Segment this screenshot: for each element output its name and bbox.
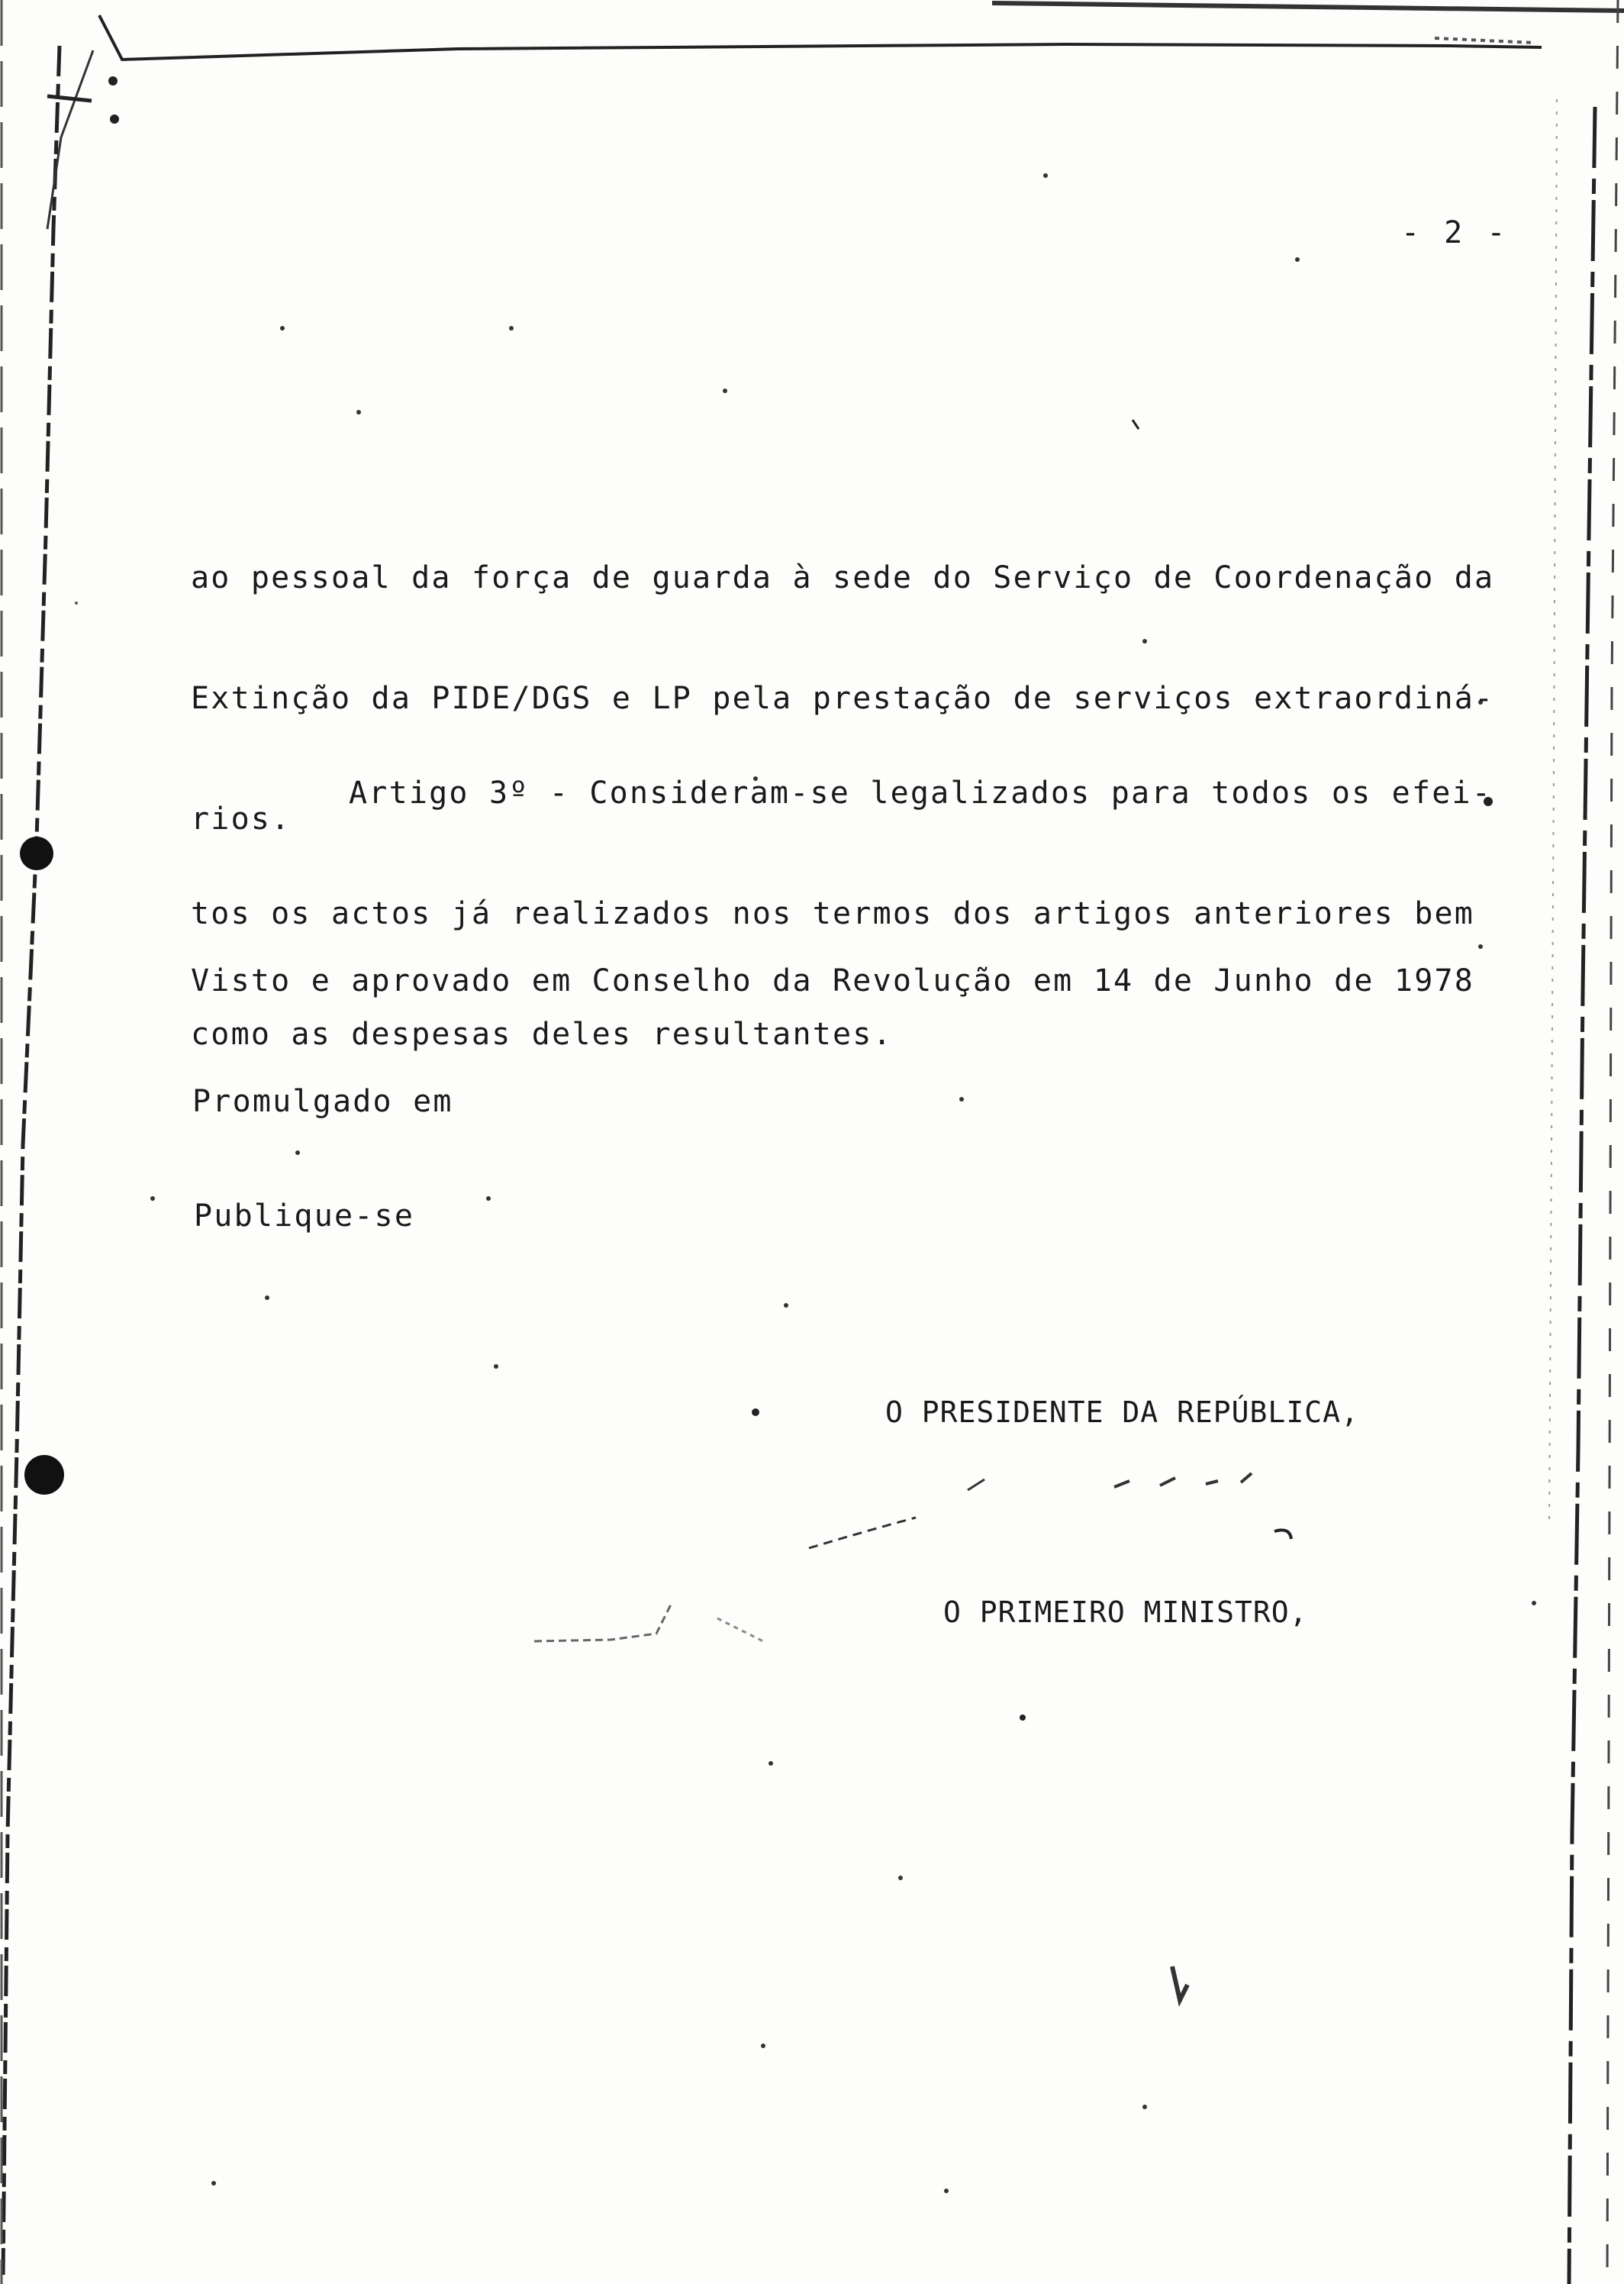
text-line: rios. (191, 802, 292, 837)
text-line: como as despesas deles resultantes. (191, 1017, 893, 1052)
text-line: ao pessoal da força de guarda à sede do Serviço de Coordenação da (191, 560, 1495, 595)
text-line: Extinção da PIDE/DGS e LP pela prestação de serviços extraordiná- (191, 681, 1495, 716)
signature-president: O PRESIDENTE DA REPÚBLICA, (885, 1395, 1359, 1429)
promulgation-line: Promulgado em (192, 1084, 453, 1119)
page-number: - 2 - (1401, 215, 1509, 250)
signature-prime-minister: O PRIMEIRO MINISTRO, (943, 1595, 1308, 1629)
publication-line: Publique-se (194, 1198, 415, 1234)
text-line: tos os actos já realizados nos termos dos artigos anteriores bem (191, 896, 1475, 931)
text-line: Artigo 3º - Consideram-se legalizados para todos os efei- (349, 776, 1493, 811)
approval-statement: Visto e aprovado em Conselho da Revolução em 14 de Junho de 1978 (191, 963, 1475, 998)
paragraph-artigo-3 (191, 698, 1492, 1130)
